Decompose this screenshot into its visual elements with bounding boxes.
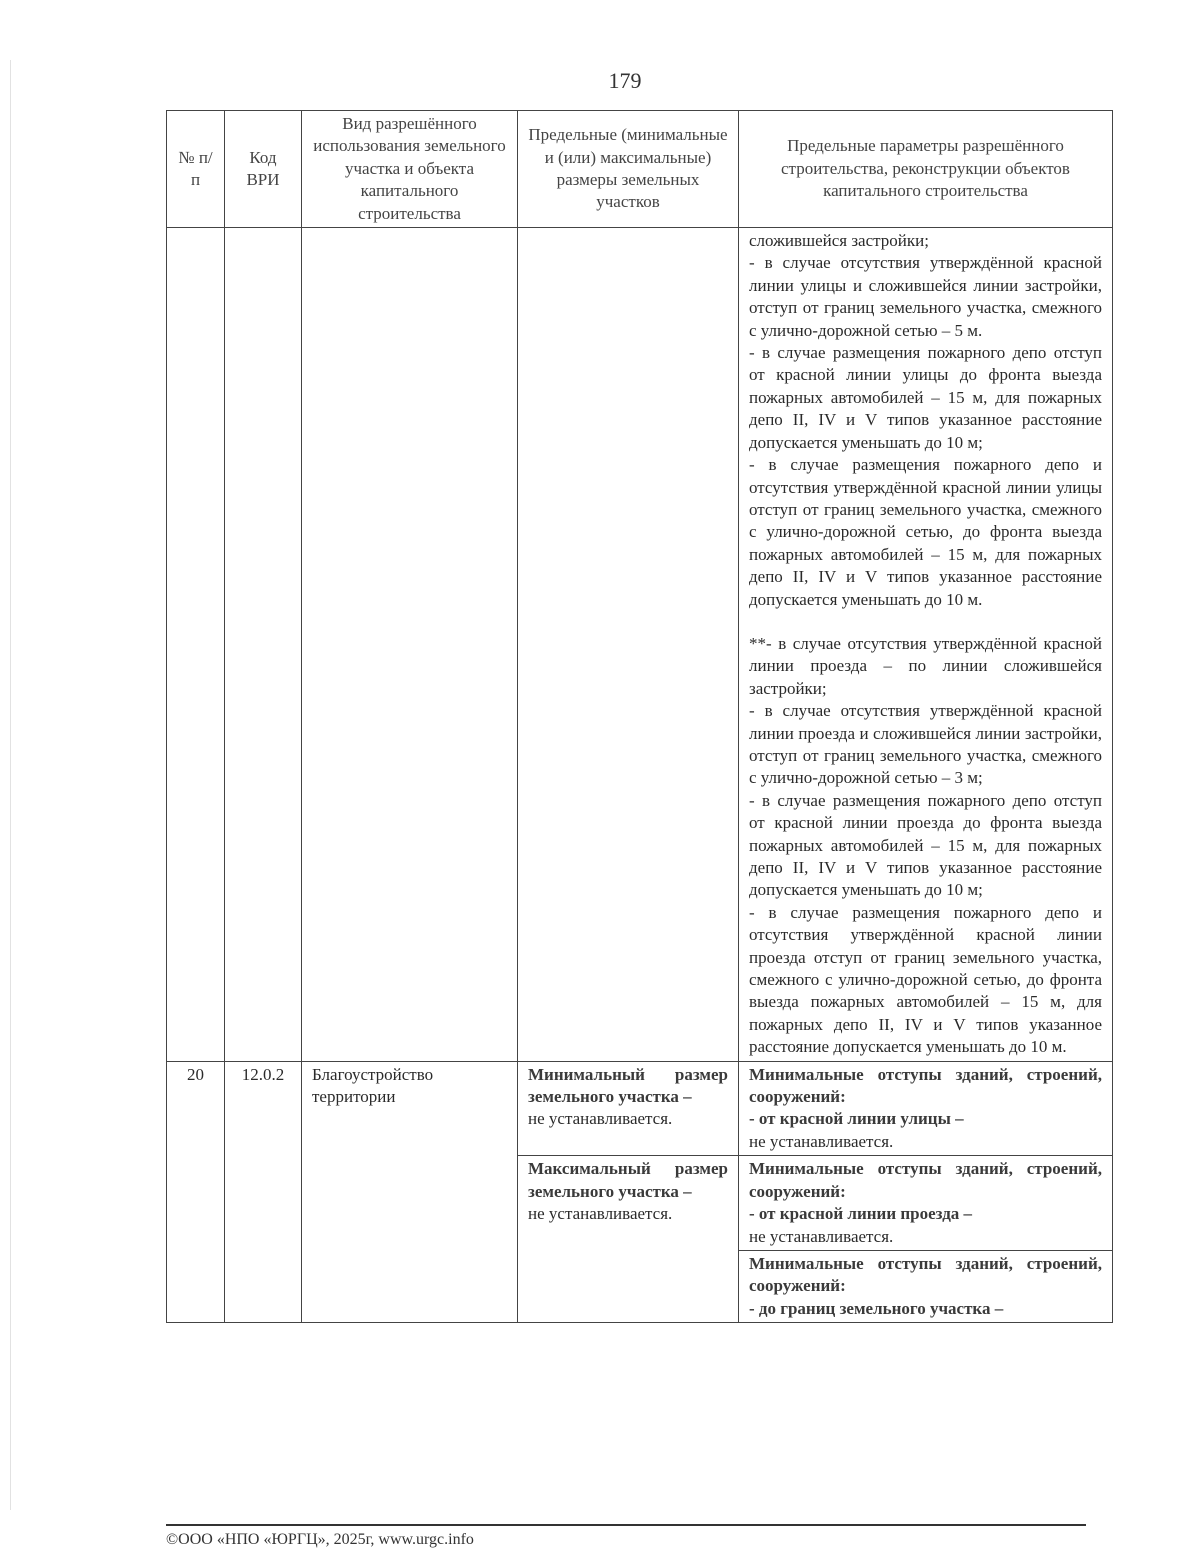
- max-size-value: не устанавливается.: [528, 1204, 673, 1224]
- cell-params-continuation: [739, 228, 1113, 1062]
- param3-line: - до границ земельного участка –: [749, 1298, 1004, 1318]
- cell-param-3: [739, 1250, 1113, 1322]
- params-paragraph: - в случае отсутствия утверждённой красной линии улицы и сложившейся линии застройки, отступ от границ земельного участка, смежного с улично-дорожной сетью – 5 м.: [749, 253, 1102, 340]
- params-paragraph: - в случае размещения пожарного депо отступ от красной линии проезда до фронта выезда пожарных автомобилей – 15 м, для пожарных депо II, IV и V типов указанное расстояние допускается уменьшать до 10 м;: [749, 790, 1102, 900]
- param1-value: не устанавливается.: [749, 1131, 894, 1151]
- footer-copyright: ©ООО «НПО «ЮРГЦ», 2025г, www.urgc.info: [166, 1531, 474, 1548]
- header-num: № п/п: [167, 111, 225, 228]
- param2-line: - от красной линии проезда –: [749, 1204, 973, 1224]
- min-size-title: Минимальный размер земельного участка –: [528, 1064, 728, 1107]
- page-number: 179: [608, 68, 642, 93]
- param3-title: Минимальные отступы зданий, строений, сооружений:: [749, 1253, 1102, 1296]
- table-header-row: [167, 111, 1113, 228]
- footer-rule: [166, 1524, 1086, 1526]
- header-size: Предельные (минимальные и (или) максимальные) размеры земельных участков: [518, 111, 739, 228]
- header-type: Вид разрешённого использования земельного участка и объекта капитального строительства: [302, 111, 518, 228]
- header-code: Код ВРИ: [225, 111, 302, 228]
- param1-title: Минимальные отступы зданий, строений, сооружений:: [749, 1064, 1102, 1107]
- cell-num-empty: [167, 228, 225, 1062]
- cell-max-size: [518, 1156, 739, 1323]
- cell-row-num: 20: [167, 1061, 225, 1322]
- params-paragraph: сложившейся застройки;: [749, 231, 929, 251]
- scan-margin-line: [10, 60, 11, 1510]
- cell-param-2: [739, 1156, 1113, 1251]
- table-row-continuation: [167, 228, 1113, 1062]
- params-paragraph: **- в случае отсутствия утверждённой красной линии проезда – по линии сложившейся застройки;: [749, 633, 1102, 698]
- cell-code-empty: [225, 228, 302, 1062]
- cell-type-empty: [302, 228, 518, 1062]
- cell-param-1: [739, 1061, 1113, 1156]
- param2-value: не устанавливается.: [749, 1226, 894, 1246]
- param1-line: - от красной линии улицы –: [749, 1109, 964, 1129]
- cell-min-size: [518, 1061, 739, 1156]
- params-paragraph: - в случае размещения пожарного депо отступ от красной линии улицы до фронта выезда пожарных автомобилей – 15 м, для пожарных депо II, IV и V типов указанное расстояние допускается уменьшать до 10 м;: [749, 343, 1102, 452]
- min-size-value: не устанавливается.: [528, 1109, 673, 1129]
- params-paragraph: - в случае размещения пожарного депо и отсутствия утверждённой красной линии проезда отступ от границ земельного участка, смежного с улично-дорожной сетью, до фронта выезда пожарных автомобилей – 15 м, для пожарных депо II, IV и V типов указанное расстояние допускается уменьшать до 10 м.: [749, 902, 1102, 1057]
- cell-row-code: 12.0.2: [225, 1061, 302, 1322]
- params-paragraph: - в случае размещения пожарного депо и отсутствия утверждённой красной линии улицы отступ от границ земельного участка, смежного с улично-дорожной сетью, до фронта выезда пожарных автомобилей – 15 м, для пожарных депо II, IV и V типов указанное расстояние допускается уменьшать до 10 м.: [749, 455, 1102, 609]
- param2-title: Минимальные отступы зданий, строений, сооружений:: [749, 1159, 1102, 1201]
- cell-row-type: Благоустройство территории: [302, 1061, 518, 1322]
- table-row-20a: [167, 1061, 1113, 1156]
- cell-size-empty: [518, 228, 739, 1062]
- max-size-title: Максимальный размер земельного участка –: [528, 1159, 728, 1201]
- header-params: Предельные параметры разрешённого строительства, реконструкции объектов капитального строительства: [739, 111, 1113, 228]
- params-paragraph: - в случае отсутствия утверждённой красной линии проезда и сложившейся линии застройки, отступ от границ земельного участка, смежного с улично-дорожной сетью – 3 м;: [749, 701, 1102, 788]
- regulations-table: [166, 110, 1113, 1323]
